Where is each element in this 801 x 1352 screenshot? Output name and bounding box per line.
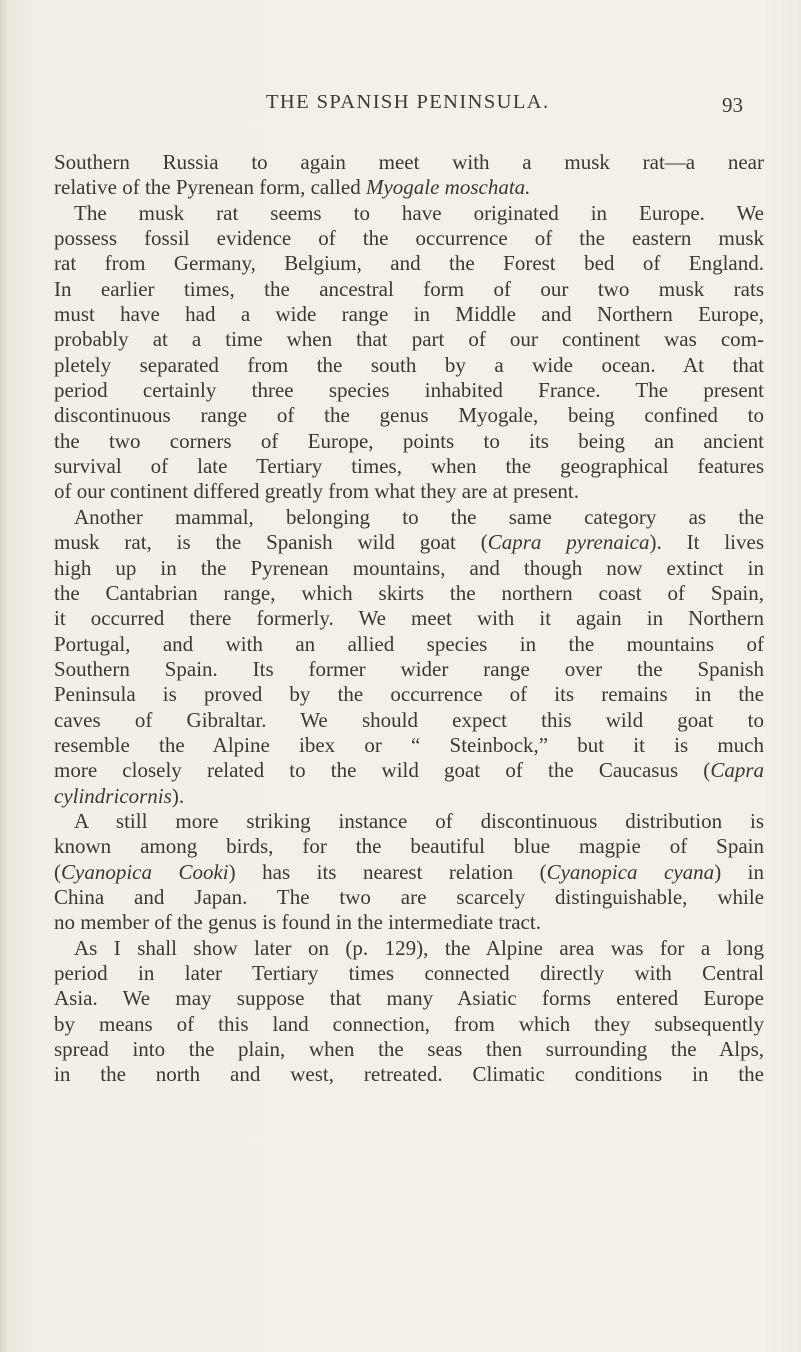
text-line: period certainly three species inhabited France. The present <box>54 378 764 403</box>
page-binding-edge <box>0 0 8 1352</box>
text-line: Peninsula is proved by the occurrence of its remains in the <box>54 682 764 707</box>
running-head <box>0 91 801 121</box>
text-line: Asia. We may suppose that many Asiatic forms entered Europe <box>54 986 764 1011</box>
text-line: rat from Germany, Belgium, and the Forest bed of England. <box>54 251 764 276</box>
text-line: period in later Tertiary times connected directly with Central <box>54 961 764 985</box>
page-number: 93 <box>722 93 743 117</box>
text-line: it occurred there formerly. We meet with it again in Northern <box>54 606 764 631</box>
text-line: possess fossil evidence of the occurrence of the eastern musk <box>54 226 764 251</box>
text-line: probably at a time when that part of our continent was com- <box>54 327 764 352</box>
text-line: Southern Spain. Its former wider range over the Spanish <box>54 656 764 681</box>
text-line: Southern Russia to again meet with a musk rat—a near <box>54 150 764 174</box>
text-line: musk rat, is the Spanish wild goat (Capra pyrenaica). It lives <box>54 530 765 555</box>
text-line: more closely related to the wild goat of the Caucasus (Capra <box>54 758 764 783</box>
running-head-title: THE SPANISH PENINSULA. <box>266 91 550 113</box>
text-line: known among birds, for the beautiful blue magpie of Spain <box>54 834 764 859</box>
text-line: pletely separated from the south by a wide ocean. At that <box>54 352 764 377</box>
text-line: in the north and west, retreated. Climatic conditions in the <box>54 1062 764 1087</box>
body-text <box>54 150 764 1088</box>
text-line: by means of this land connection, from which they subsequently <box>54 1011 764 1036</box>
text-line: survival of late Tertiary times, when the geographical features <box>54 454 764 479</box>
text-line: Another mammal, belonging to the same category as the <box>74 504 764 529</box>
text-line: resemble the Alpine ibex or “ Steinbock,” but it is much <box>54 732 764 757</box>
text-line: A still more striking instance of discontinuous distribution is <box>74 808 764 833</box>
text-line: In earlier times, the ancestral form of our two musk rats <box>54 276 764 301</box>
text-line: caves of Gibraltar. We should expect this wild goat to <box>54 707 764 732</box>
text-line: discontinuous range of the genus Myogale, being confined to <box>54 403 764 428</box>
text-line: Portugal, and with an allied species in the mountains of <box>54 631 764 656</box>
text-line: high up in the Pyrenean mountains, and though now extinct in <box>54 555 764 580</box>
text-line: As I shall show later on (p. 129), the Alpine area was for a long <box>74 935 764 960</box>
text-line: the two corners of Europe, points to its being an ancient <box>54 428 764 453</box>
text-line: (Cyanopica Cooki) has its nearest relation (Cyanopica cyana) in <box>54 859 765 884</box>
text-line: relative of the Pyrenean form, called Myogale moschata. <box>54 175 531 200</box>
text-line: the Cantabrian range, which skirts the northern coast of Spain, <box>54 580 764 605</box>
text-line: The musk rat seems to have originated in Europe. We <box>74 200 764 225</box>
text-line: no member of the genus is found in the intermediate tract. <box>54 910 541 935</box>
text-line: spread into the plain, when the seas then surrounding the Alps, <box>54 1037 764 1062</box>
text-line: China and Japan. The two are scarcely distinguishable, while <box>54 884 764 909</box>
text-line: of our continent differed greatly from what they are at present. <box>54 479 579 504</box>
text-line: cylindricornis). <box>54 783 185 808</box>
text-line: must have had a wide range in Middle and Northern Europe, <box>54 302 764 327</box>
